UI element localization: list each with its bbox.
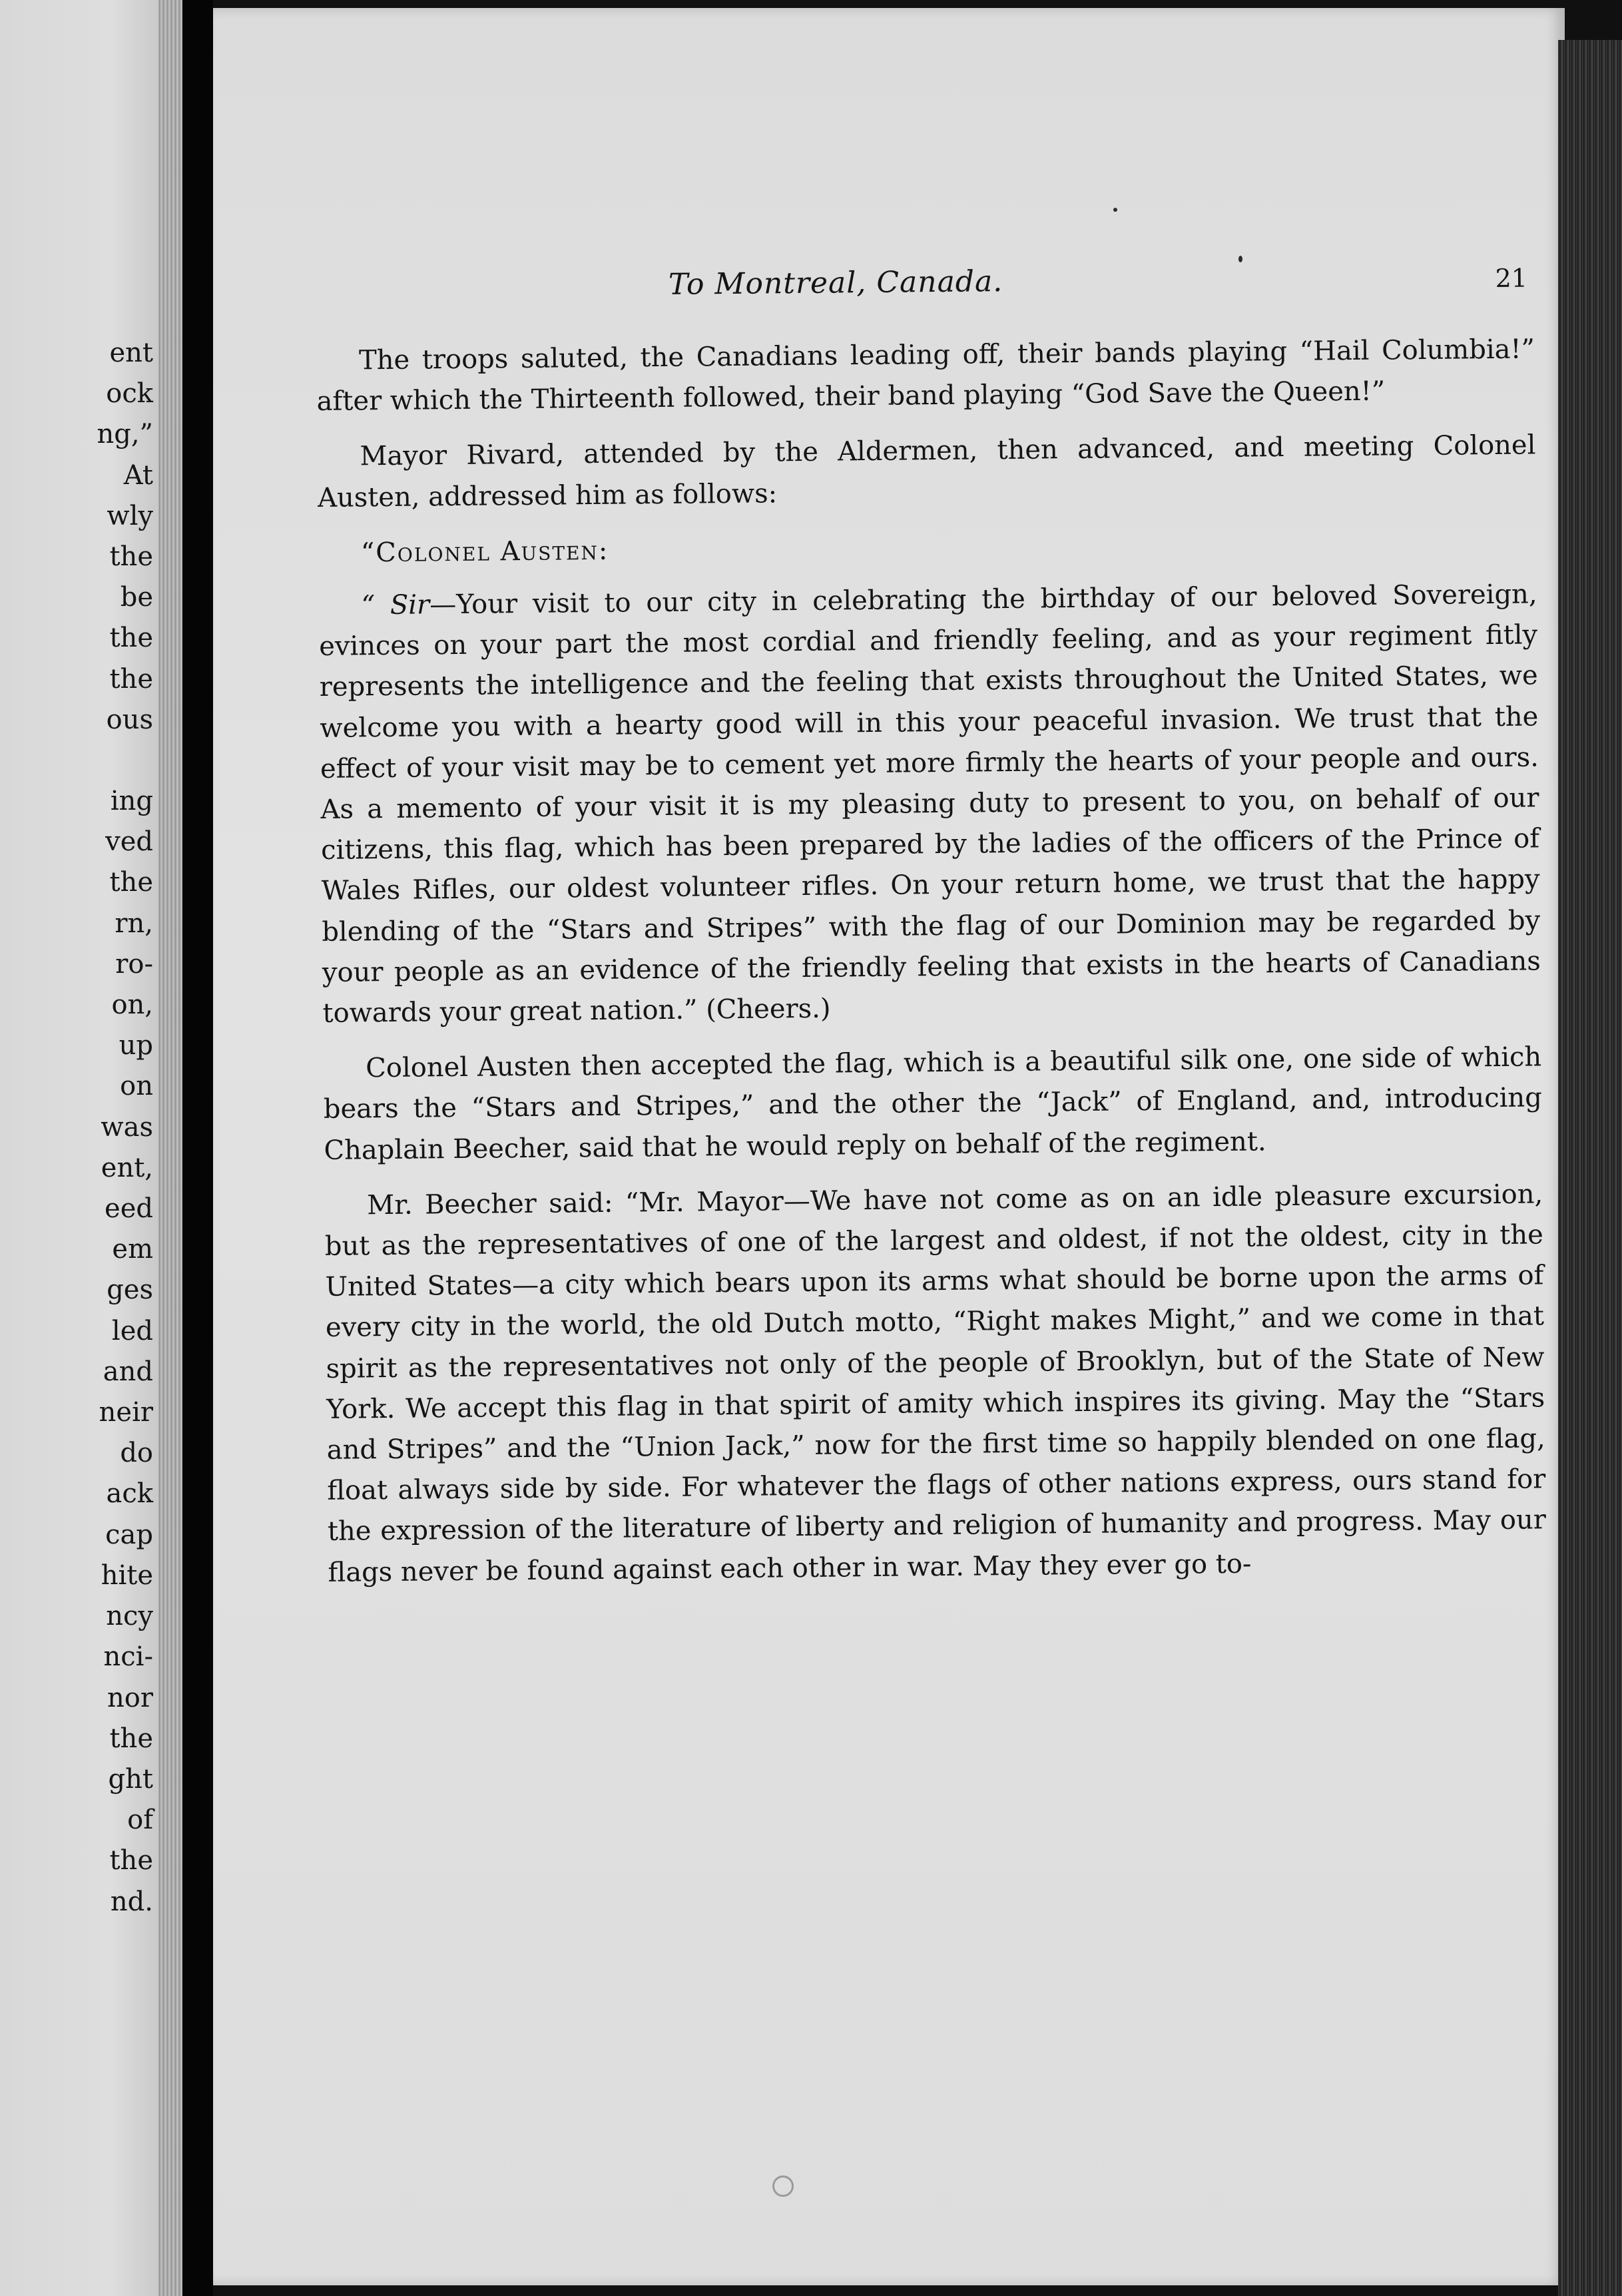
previous-page-line-fragment: eed — [105, 1193, 153, 1225]
address-text: —Your visit to our city in celebrating the birthday of our beloved Sovereign, evinces on your part the most cordial and friendly feeling, and as your regiment fitly represents the intelligence and the feeling that exists throughout the United States, we welcome you with a hearty good will in this your peaceful invasion. We trust that the effect of your visit may be to cement yet more firmly the hearts of your people and ours. As a memento of your visit it is my pleasing duty to present to you, on behalf of our citizens, this flag, which has been prepared by the ladies of the officers of the Prince of Wales Rifles, our oldest volunteer rifles. On your return home, we trust that the happy blending of the “Stars and Stripes” with the flag of our Dominion may be regarded by your people as an evidence of the friendly feeling that exists in the hearts of Canadians towards your great nation.” (Cheers.) — [318, 579, 1541, 1029]
paragraph-colonel-accepts-flag: Colonel Austen then accepted the flag, which is a beautiful silk one, one side of which bears the “Stars and Stripes,” and the other the “Jack” of England, and, introducing Chaplain Beecher, said that he would reply on behalf of the regiment. — [323, 1041, 1543, 1166]
previous-page-line-fragment: ght — [108, 1763, 153, 1795]
address-opening-sir: “ Sir — [361, 589, 430, 621]
previous-page-line-fragment: At — [123, 459, 153, 491]
previous-page-line-fragment: neir — [99, 1397, 153, 1428]
previous-page-line-fragment: be — [120, 582, 153, 613]
previous-page-line-fragment: the — [109, 867, 153, 898]
running-title: To Montreal, Canada. — [668, 264, 1003, 302]
previous-page-line-fragment: up — [119, 1030, 153, 1061]
previous-page-line-fragment: wly — [107, 500, 153, 531]
running-head — [316, 259, 1534, 311]
previous-page-line-fragment: cap — [105, 1519, 153, 1550]
paragraph-troops-saluted: The troops saluted, the Canadians leading off, their bands playing “Hail Columbia!” after which the Thirteenth followed, their band playing “God Save the Queen!” — [316, 334, 1535, 418]
scan-speck — [772, 2175, 794, 2197]
previous-page-edge — [158, 0, 182, 2296]
previous-page-line-fragment: ent — [109, 338, 153, 368]
previous-page-line-fragment: of — [127, 1805, 153, 1836]
previous-page-line-fragment: the — [109, 1845, 153, 1876]
scan-speck — [1113, 208, 1117, 212]
previous-page-line-fragment: ack — [106, 1478, 153, 1510]
previous-page-line-fragment: ved — [105, 826, 153, 858]
previous-page-line-fragment: led — [111, 1315, 153, 1346]
paragraph-mayor-rivard: Mayor Rivard, attended by the Aldermen, then advanced, and meeting Colonel Austen, addressed him as follows: — [317, 430, 1536, 513]
page-number: 21 — [1495, 263, 1528, 293]
previous-page-line-fragment: ro- — [115, 948, 153, 980]
scan-speck — [1238, 256, 1242, 262]
previous-page-line-fragment: ng,” — [97, 419, 153, 450]
paragraph-mayor-address — [318, 574, 1541, 1034]
previous-page-line-fragment: the — [109, 1723, 153, 1754]
previous-page-line-fragment: on, — [111, 990, 153, 1021]
previous-page-line-fragment: nor — [107, 1682, 153, 1713]
previous-page-line-fragment: nd. — [110, 1886, 153, 1917]
previous-page-line-fragment: ous — [106, 704, 153, 735]
page-text-block — [313, 0, 1547, 1588]
salutation-colonel-austen: “Colonel Austen: — [360, 535, 609, 569]
previous-page-line-fragment: nci- — [103, 1641, 153, 1673]
page-body — [316, 329, 1547, 1607]
paragraph-beecher-reply: Mr. Beecher said: “Mr. Mayor—We have not come as on an idle pleasure excursion, but as the representatives of one of the largest and oldest, if not the oldest, city in the United States—a city which bears upon its arms what should be borne upon the arms of every city in the world, the old Dutch motto, “Right makes Might,” and we come in that spirit as the representatives not only of the people of Brooklyn, but of the State of New York. We accept this flag in that spirit of amity which inspires its giving. May the “Stars and Stripes” and the “Union Jack,” now for the first time so happily blended on one flag, float always side by side. For whatever the flags of other nations express, ours stand for the expression of the literature of liberty and religion of humanity and progress. May our flags never be found against each other in war. May they ever go to- — [324, 1179, 1547, 1588]
previous-page-line-fragment: and — [103, 1356, 153, 1387]
previous-page-fragment — [0, 0, 158, 2296]
previous-page-line-fragment: ncy — [106, 1601, 153, 1632]
previous-page-line-fragment: hite — [101, 1560, 153, 1591]
previous-page-line-fragment: ent, — [101, 1152, 153, 1183]
previous-page-line-fragment: the — [109, 541, 153, 573]
previous-page-line-fragment: was — [101, 1111, 153, 1143]
line-gap — [5, 740, 158, 781]
previous-page-text-column — [5, 333, 158, 1922]
previous-page-line-fragment: em — [112, 1234, 153, 1265]
previous-page-line-fragment: on — [120, 1071, 153, 1102]
book-page — [213, 8, 1565, 2285]
previous-page-line-fragment: the — [109, 623, 153, 654]
page-stack-edge — [1558, 40, 1622, 2296]
previous-page-line-fragment: do — [120, 1438, 153, 1469]
previous-page-line-fragment: ges — [107, 1275, 153, 1306]
previous-page-line-fragment: rn, — [115, 908, 153, 939]
previous-page-line-fragment: ing — [110, 786, 153, 817]
previous-page-line-fragment: ock — [106, 378, 153, 410]
previous-page-line-fragment: the — [109, 663, 153, 695]
book-gutter — [182, 0, 213, 2296]
